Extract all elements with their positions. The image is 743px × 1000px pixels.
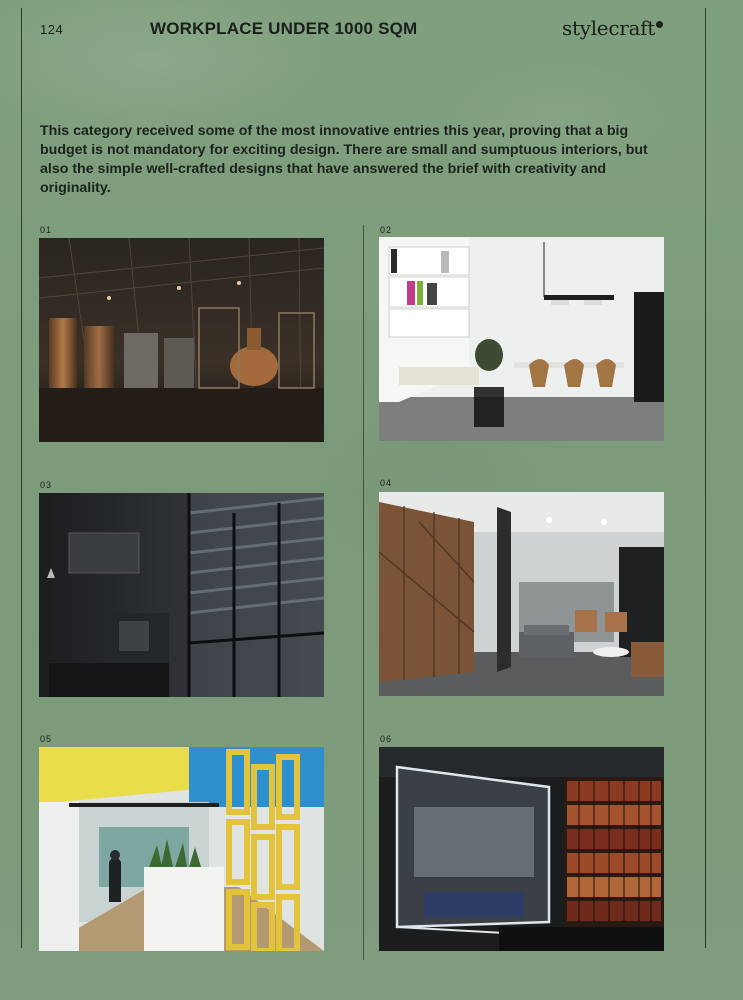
brand-name: stylecraft	[562, 16, 655, 40]
page-number: 124	[40, 22, 64, 37]
figure-label-06: 06	[380, 734, 393, 744]
photo-03-dark-office	[39, 493, 324, 697]
figure-label-05: 05	[40, 734, 53, 744]
photo-01-distillery	[39, 238, 324, 442]
figure-label-04: 04	[380, 478, 393, 488]
left-margin-rule	[21, 8, 22, 948]
photo-05-corridor	[39, 747, 324, 951]
intro-paragraph: This category received some of the most innovative entries this year, proving that a big budget is not mandatory for exciting design. There are small and sumptuous interiors, but also the simple well-crafted designs that have answered the brief with creativity and originality.	[40, 123, 648, 196]
brand-dot-icon	[656, 21, 663, 28]
right-margin-rule	[705, 8, 706, 948]
figure-label-01: 01	[40, 225, 53, 235]
photo-02-white-office	[379, 237, 664, 441]
photo-04-reception	[379, 492, 664, 696]
brand-logo	[562, 16, 663, 40]
page-title: WORKPLACE UNDER 1000 SQM	[150, 19, 418, 38]
figure-label-03: 03	[40, 480, 53, 490]
figure-label-02: 02	[380, 225, 393, 235]
photo-06-boardroom	[379, 747, 664, 951]
column-divider	[363, 225, 364, 960]
